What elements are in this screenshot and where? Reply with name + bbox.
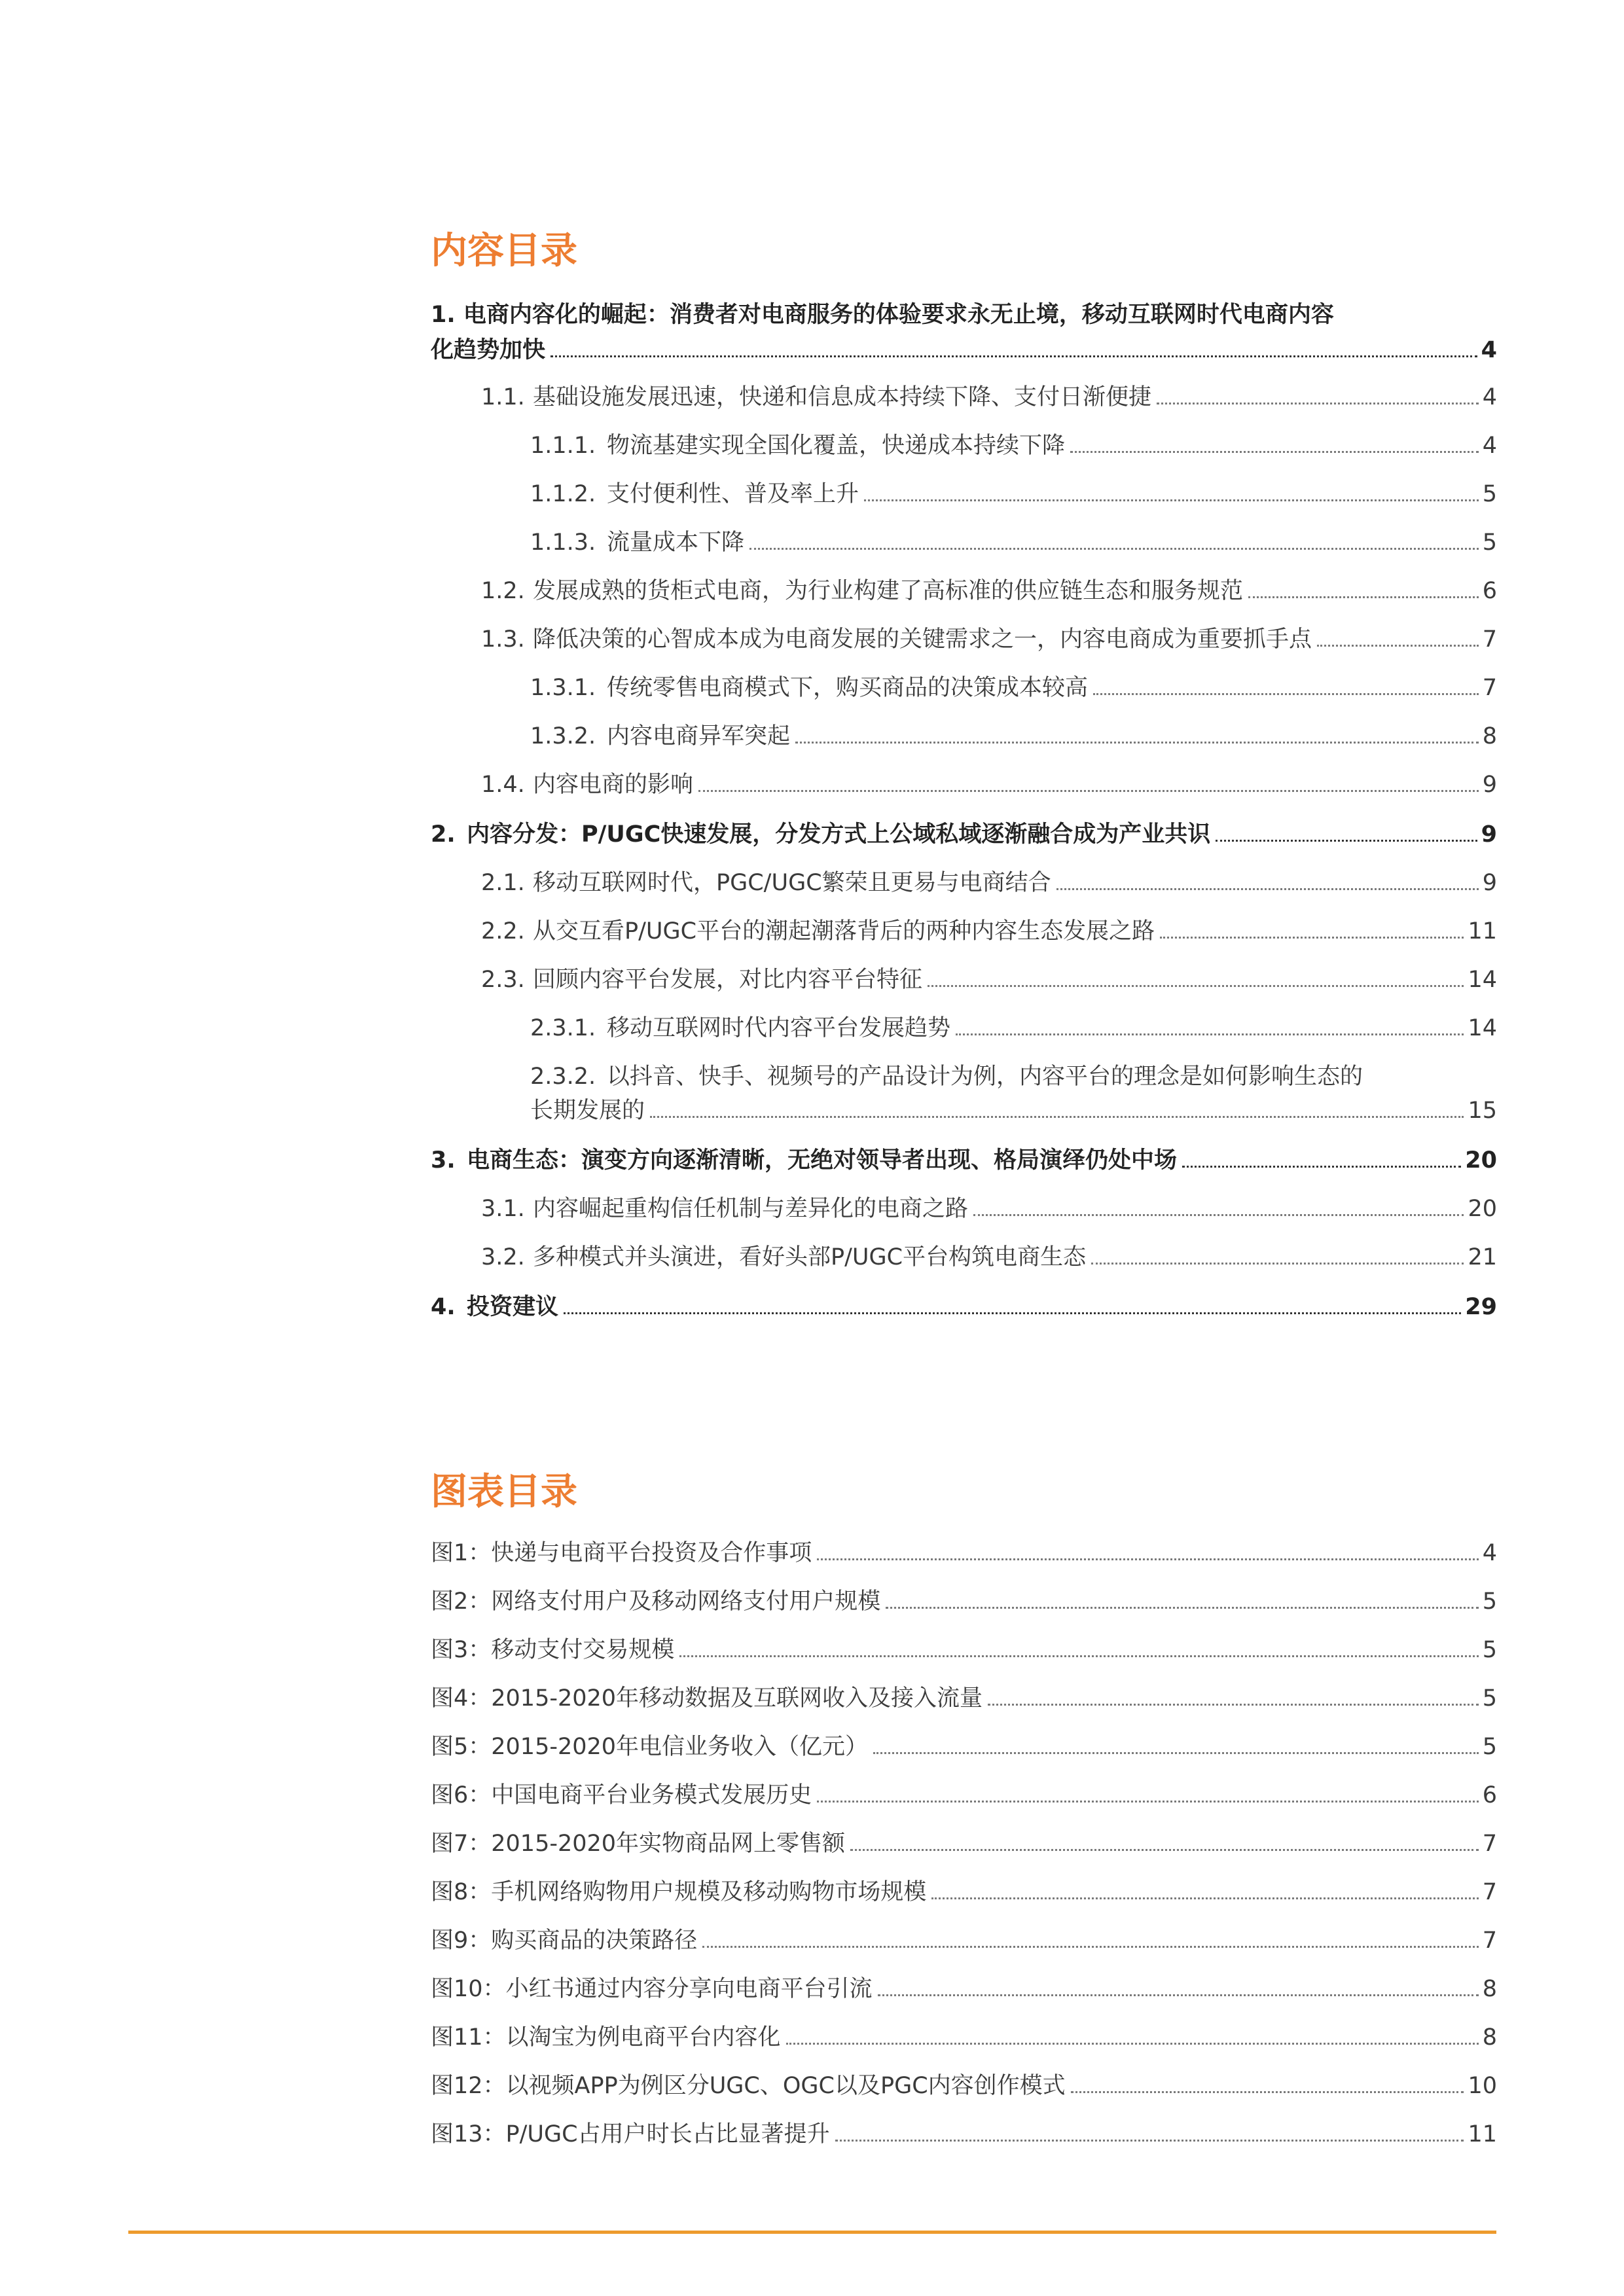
dot-leader: [878, 1994, 1479, 1996]
toc-entry-num: 4.: [431, 1294, 456, 1320]
toc-entry-num: 3.2.: [481, 1244, 525, 1270]
toc-entry-3-2[interactable]: [481, 1246, 1497, 1269]
dot-leader: [1182, 1166, 1461, 1168]
dot-leader: [928, 985, 1464, 987]
figure-entry[interactable]: [431, 1784, 1497, 1807]
toc-entry-1-2[interactable]: [481, 580, 1497, 603]
dot-leader: [1216, 840, 1477, 842]
figure-entry[interactable]: [431, 2075, 1497, 2098]
toc-entry-title: 回顾内容平台发展，对比内容平台特征: [533, 967, 923, 993]
figure-entry[interactable]: [431, 2123, 1497, 2146]
toc-entry-page: 8: [1482, 723, 1497, 749]
toc-entry-2-3[interactable]: [481, 969, 1497, 992]
toc-entry-num: 1.1.3.: [530, 529, 596, 556]
figure-entry-page: 5: [1482, 1588, 1497, 1615]
dot-leader: [817, 1801, 1478, 1803]
dot-leader: [749, 548, 1479, 550]
toc-entry-num: 1.1.: [481, 384, 525, 410]
dot-leader: [956, 1033, 1464, 1035]
toc-entry-page: 7: [1482, 675, 1497, 701]
dot-leader: [1157, 403, 1479, 404]
toc-entry-num: 1.3.: [481, 626, 525, 653]
figure-entry-title: 图5：2015-2020年电信业务收入（亿元）: [431, 1734, 869, 1760]
toc-entry-page: 14: [1468, 967, 1497, 993]
toc-entry-title: 化趋势加快: [431, 337, 546, 363]
dot-leader: [864, 499, 1479, 501]
dot-leader: [786, 2043, 1479, 2045]
dot-leader: [931, 1897, 1478, 1899]
toc-entry-num: 1.1.1.: [530, 433, 596, 459]
toc-entry-num: 1.4.: [481, 772, 525, 798]
toc-entry-2[interactable]: [431, 823, 1497, 846]
toc-entry-title: 传统零售电商模式下，购买商品的决策成本较高: [607, 675, 1089, 701]
toc-entry-num: 2.1.: [481, 870, 525, 896]
toc-entry-page: 14: [1468, 1015, 1497, 1041]
toc-entry-1-1-2[interactable]: [530, 483, 1497, 506]
toc-entry-num: 1.3.1.: [530, 675, 596, 701]
toc-entry-page: 11: [1468, 918, 1497, 944]
toc-entry-num: 1.2.: [481, 578, 525, 604]
toc-entry-title: 长期发展的: [530, 1098, 645, 1124]
toc-entry-title: 物流基建实现全国化覆盖，快递成本持续下降: [607, 433, 1066, 459]
figure-entry-page: 8: [1482, 2024, 1497, 2051]
dot-leader: [698, 790, 1479, 792]
toc-entry-title: 移动互联网时代内容平台发展趋势: [607, 1015, 951, 1041]
dot-leader: [835, 2140, 1464, 2142]
toc-heading: 内容目录: [431, 230, 577, 272]
toc-entry-1[interactable]: [431, 339, 1497, 362]
figure-entry-page: 7: [1482, 1928, 1497, 1954]
toc-entry-page: 20: [1468, 1196, 1497, 1222]
dot-leader: [817, 1558, 1478, 1560]
figure-entry-title: 图12：以视频APP为例区分UGC、OGC以及PGC内容创作模式: [431, 2073, 1066, 2099]
figure-entry-page: 7: [1482, 1831, 1497, 1857]
toc-entry-3-1[interactable]: [481, 1198, 1497, 1221]
toc-entry-2-3-2[interactable]: [530, 1100, 1497, 1122]
toc-entry-title: 移动互联网时代，PGC/UGC繁荣且更易与电商结合: [533, 870, 1051, 896]
figure-entry-title: 图8：手机网络购物用户规模及移动购物市场规模: [431, 1879, 927, 1905]
toc-entry-num: 2.3.: [481, 967, 525, 993]
toc-entry-num: 3.1.: [481, 1196, 525, 1222]
figure-entry[interactable]: [431, 1929, 1497, 1952]
toc-entry-page: 9: [1481, 821, 1497, 848]
figure-entry-title: 图3：移动支付交易规模: [431, 1637, 675, 1663]
toc-entry-page: 20: [1465, 1147, 1497, 1174]
figure-entry[interactable]: [431, 1833, 1497, 1856]
figure-entry-page: 5: [1482, 1685, 1497, 1712]
figure-entry-page: 6: [1482, 1782, 1497, 1808]
dot-leader: [650, 1116, 1464, 1118]
figure-entry-title: 图13：P/UGC占用户时长占比显著提升: [431, 2121, 830, 2147]
dot-leader: [1070, 451, 1479, 453]
toc-entry-title: 电商生态：演变方向逐渐清晰，无绝对领导者出现、格局演绎仍处中场: [467, 1147, 1178, 1174]
toc-entry-title: 内容电商的影响: [533, 772, 694, 798]
toc-entry-title: 以抖音、快手、视频号的产品设计为例，内容平台的理念是如何影响生态的: [607, 1064, 1363, 1090]
dot-leader: [873, 1752, 1479, 1754]
dot-leader: [1071, 2091, 1464, 2093]
figure-entry-title: 图4：2015-2020年移动数据及互联网收入及接入流量: [431, 1685, 983, 1712]
toc-entry-2-2[interactable]: [481, 920, 1497, 943]
dot-leader: [795, 742, 1479, 744]
toc-entry-title: 内容电商异军突起: [607, 723, 791, 749]
toc-entry-page: 5: [1482, 481, 1497, 507]
dot-leader: [1317, 645, 1479, 647]
figures-heading: 图表目录: [431, 1471, 577, 1513]
toc-entry-1-3-1[interactable]: [530, 677, 1497, 700]
figure-entry-page: 10: [1468, 2073, 1497, 2099]
toc-entry-num: 2.: [431, 821, 456, 848]
dot-leader: [550, 355, 1477, 357]
toc-entry-num: 1.3.2.: [530, 723, 596, 749]
dot-leader: [564, 1312, 1461, 1314]
dot-leader: [1056, 888, 1479, 890]
toc-entry-page: 5: [1482, 529, 1497, 556]
toc-entry-page: 4: [1482, 433, 1497, 459]
toc-entry-1-3[interactable]: [481, 628, 1497, 651]
toc-entry-title: 支付便利性、普及率上升: [607, 481, 859, 507]
toc-entry-page: 4: [1482, 384, 1497, 410]
toc-entry-2-3-2-line1[interactable]: [530, 1066, 1363, 1088]
figure-entry-page: 5: [1482, 1734, 1497, 1760]
toc-entry-title: 电商内容化的崛起：消费者对电商服务的体验要求永无止境，移动互联网时代电商内容: [463, 302, 1334, 328]
toc-entry-num: 2.2.: [481, 918, 525, 944]
dot-leader: [973, 1214, 1464, 1216]
toc-entry-2-3-1[interactable]: [530, 1017, 1497, 1040]
toc-entry-1-1-3[interactable]: [530, 531, 1497, 554]
figure-entry-title: 图2：网络支付用户及移动网络支付用户规模: [431, 1588, 881, 1615]
toc-entry-title: 内容分发：P/UGC快速发展，分发方式上公域私域逐渐融合成为产业共识: [467, 821, 1211, 848]
toc-entry-page: 9: [1482, 870, 1497, 896]
figure-entry-page: 7: [1482, 1879, 1497, 1905]
toc-entry-1-1-1[interactable]: [530, 435, 1497, 457]
figure-entry-title: 图6：中国电商平台业务模式发展历史: [431, 1782, 812, 1808]
toc-entry-4[interactable]: [431, 1296, 1497, 1319]
toc-entry-title: 从交互看P/UGC平台的潮起潮落背后的两种内容生态发展之路: [533, 918, 1155, 944]
toc-entry-title: 内容崛起重构信任机制与差异化的电商之路: [533, 1196, 969, 1222]
dot-leader: [679, 1655, 1478, 1657]
toc-entry-title: 投资建议: [467, 1294, 559, 1320]
dot-leader: [1160, 937, 1464, 939]
toc-entry-page: 4: [1481, 337, 1497, 363]
toc-entry-page: 15: [1468, 1098, 1497, 1124]
toc-entry-1-1[interactable]: [481, 386, 1497, 409]
toc-entry-title: 降低决策的心智成本成为电商发展的关键需求之一，内容电商成为重要抓手点: [533, 626, 1312, 653]
toc-entry-page: 7: [1482, 626, 1497, 653]
toc-entry-title: 发展成熟的货柜式电商，为行业构建了高标准的供应链生态和服务规范: [533, 578, 1244, 604]
toc-entry-title: 基础设施发展迅速，快递和信息成本持续下降、支付日渐便捷: [533, 384, 1152, 410]
figure-entry[interactable]: [431, 1639, 1497, 1662]
toc-entry-page: 21: [1468, 1244, 1497, 1270]
toc-entry-1-4[interactable]: [481, 774, 1497, 797]
dot-leader: [1093, 693, 1479, 695]
figure-entry-title: 图7：2015-2020年实物商品网上零售额: [431, 1831, 846, 1857]
toc-entry-title: 多种模式并头演进，看好头部P/UGC平台构筑电商生态: [533, 1244, 1087, 1270]
dot-leader: [886, 1607, 1478, 1609]
figure-entry-title: 图1：快递与电商平台投资及合作事项: [431, 1540, 812, 1566]
dot-leader: [850, 1849, 1479, 1851]
figure-entry[interactable]: [431, 1978, 1497, 2001]
toc-entry-num: 1.: [431, 302, 456, 328]
dot-leader: [702, 1946, 1478, 1948]
figure-entry-page: 8: [1482, 1976, 1497, 2002]
toc-entry-num: 3.: [431, 1147, 456, 1174]
toc-entry-title: 流量成本下降: [607, 529, 745, 556]
figure-entry-page: 11: [1468, 2121, 1497, 2147]
figure-entry-page: 4: [1482, 1540, 1497, 1566]
dot-leader: [1248, 596, 1479, 598]
toc-entry-2-1[interactable]: [481, 872, 1497, 895]
toc-entry-num: 2.3.1.: [530, 1015, 596, 1041]
toc-entry-3[interactable]: [431, 1149, 1497, 1172]
figure-entry[interactable]: [431, 1687, 1497, 1710]
figure-entry[interactable]: [431, 1736, 1497, 1759]
dot-leader: [988, 1704, 1479, 1706]
toc-entry-page: 6: [1482, 578, 1497, 604]
toc-entry-page: 9: [1482, 772, 1497, 798]
toc-entry-1-3-2[interactable]: [530, 725, 1497, 748]
toc-entry-1-line1[interactable]: [431, 304, 1334, 327]
figure-entry[interactable]: [431, 1881, 1497, 1904]
toc-entry-num: 1.1.2.: [530, 481, 596, 507]
footer-rule: [128, 2231, 1496, 2234]
figure-entry[interactable]: [431, 2026, 1497, 2049]
figure-entry-title: 图10：小红书通过内容分享向电商平台引流: [431, 1976, 873, 2002]
figure-entry-title: 图11：以淘宝为例电商平台内容化: [431, 2024, 781, 2051]
figure-entry[interactable]: [431, 1590, 1497, 1613]
toc-entry-num: 2.3.2.: [530, 1064, 596, 1090]
dot-leader: [1091, 1263, 1464, 1265]
figure-entry-title: 图9：购买商品的决策路径: [431, 1928, 698, 1954]
figure-entry[interactable]: [431, 1542, 1497, 1565]
figure-entry-page: 5: [1482, 1637, 1497, 1663]
toc-entry-page: 29: [1465, 1294, 1497, 1320]
